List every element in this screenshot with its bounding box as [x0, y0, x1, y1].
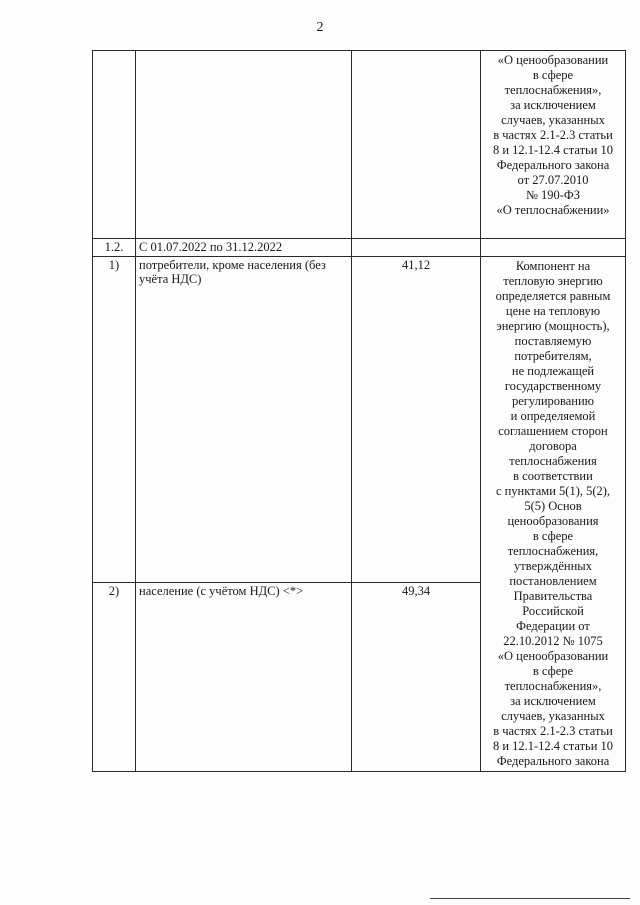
row-label: потребители, кроме населения (без учёта НДС) — [136, 257, 352, 583]
component-text-line: от 27.07.2010 — [517, 173, 589, 187]
component-text-line: в частях 2.1-2.3 статьи — [493, 128, 613, 142]
component-text-line: теплоснабжения — [509, 454, 597, 468]
component-text-line: ценообразования — [507, 514, 599, 528]
component-text-line: в сфере — [532, 68, 574, 82]
component-text-line: теплоснабжения», — [504, 679, 602, 693]
tariff-table — [92, 50, 626, 772]
row-number: 2) — [93, 582, 136, 771]
component-text-line: в сфере — [532, 664, 574, 678]
component-text-line: государственному — [504, 379, 602, 393]
component-cell — [481, 51, 626, 239]
component-text-line: Российской — [522, 604, 584, 618]
component-text-line: 8 и 12.1-12.4 статьи 10 — [492, 739, 614, 753]
component-text-line: «О ценообразовании — [497, 649, 609, 663]
row-number: 1) — [93, 257, 136, 583]
component-text-line: за исключением — [510, 98, 596, 112]
component-text-line: «О ценообразовании — [497, 53, 609, 67]
component-text-line: с пунктами 5(1), 5(2), — [495, 484, 611, 498]
component-text-line: регулированию — [511, 394, 595, 408]
component-text-line: договора — [529, 439, 577, 453]
component-text-line: Федерального закона — [496, 158, 610, 172]
page-number: 2 — [316, 20, 324, 35]
footer-rule — [430, 898, 630, 899]
component-text-line: соглашением сторон — [498, 424, 608, 438]
component-text-line: и определяемой — [510, 409, 596, 423]
component-text-line: «О теплоснабжении» — [496, 203, 610, 217]
component-text-line: постановлением — [509, 574, 597, 588]
component-text-line: Правительства — [513, 589, 593, 603]
component-cell — [481, 257, 626, 772]
row-label: население (с учётом НДС) <*> — [136, 582, 352, 771]
component-text-line: энергию (мощность), — [496, 319, 610, 333]
component-text-line: тепловую энергию — [503, 274, 603, 288]
label-cell — [136, 51, 352, 239]
component-text-line: за исключением — [510, 694, 596, 708]
component-text-line: Федерации от — [516, 619, 590, 633]
component-text-line: Компонент на — [515, 259, 591, 273]
component-text-line: в сфере — [532, 529, 574, 543]
table-row — [93, 51, 626, 239]
component-text-line: в соответствии — [513, 469, 593, 483]
section-row — [93, 239, 626, 257]
number-cell — [93, 51, 136, 239]
component-text-line: 5(5) Основ — [524, 499, 582, 513]
component-text-line: в частях 2.1-2.3 статьи — [493, 724, 613, 738]
table-row — [93, 257, 626, 583]
value-cell — [352, 51, 481, 239]
component-text-line: поставляемую — [514, 334, 592, 348]
component-text-line: Федерального закона — [496, 754, 610, 768]
component-cell — [481, 239, 626, 257]
value-cell — [352, 239, 481, 257]
component-text-line: 22.10.2012 № 1075 — [503, 634, 603, 648]
component-text-line: потребителям, — [514, 349, 592, 363]
component-text-line: не подлежащей — [511, 364, 595, 378]
section-number: 1.2. — [93, 239, 136, 257]
row-value: 41,12 — [352, 257, 481, 583]
row-value: 49,34 — [352, 582, 481, 771]
component-text-line: 8 и 12.1-12.4 статьи 10 — [492, 143, 614, 157]
component-text-line: теплоснабжения», — [504, 83, 602, 97]
component-text-line: № 190-ФЗ — [525, 188, 581, 202]
component-text-line: случаев, указанных — [501, 113, 605, 127]
component-text-line: утверждённых — [514, 559, 592, 573]
component-text-line: случаев, указанных — [501, 709, 605, 723]
component-text-line: цене на тепловую — [505, 304, 601, 318]
section-period: С 01.07.2022 по 31.12.2022 — [136, 239, 352, 257]
component-text-line: теплоснабжения, — [507, 544, 599, 558]
component-text-line: определяется равным — [495, 289, 611, 303]
